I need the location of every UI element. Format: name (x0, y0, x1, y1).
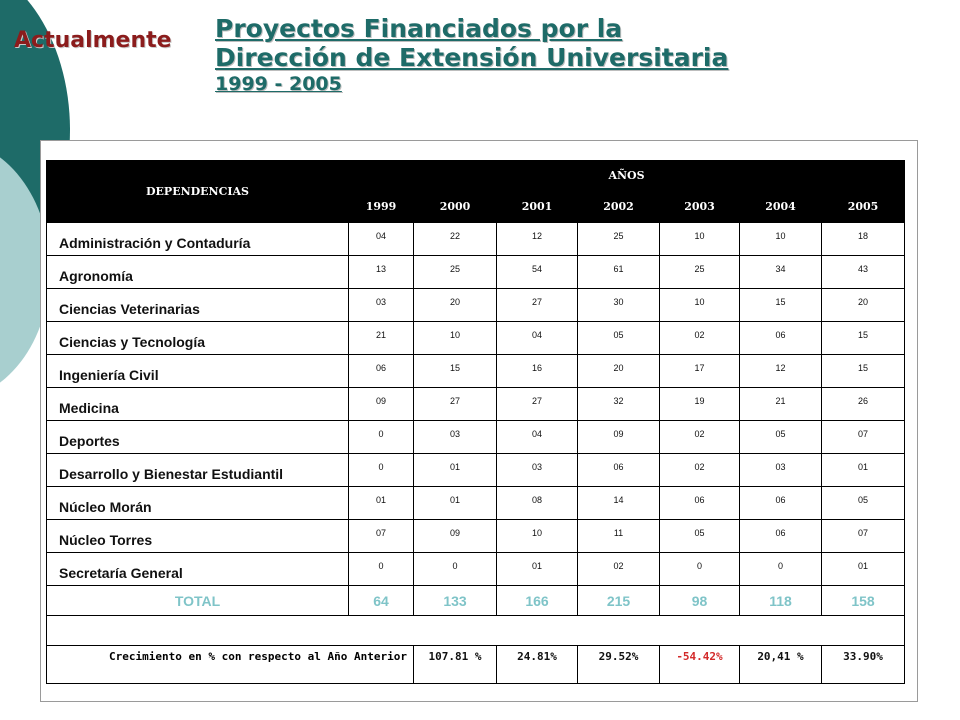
cell-value: 03 (497, 454, 578, 487)
total-value: 215 (578, 586, 660, 616)
table-row (47, 355, 905, 388)
cell-value: 43 (822, 256, 905, 289)
total-value: 166 (497, 586, 578, 616)
cell-value: 03 (414, 421, 497, 454)
cell-value: 09 (578, 421, 660, 454)
cell-value: 06 (740, 487, 822, 520)
growth-value: 33.90% (822, 646, 905, 684)
title-years: 1999 - 2005 (215, 73, 342, 95)
dependency-name: Ciencias y Tecnología (47, 322, 349, 355)
year-header: 1999 (349, 191, 414, 223)
cell-value: 20 (414, 289, 497, 322)
title-line-1: Proyectos Financiados por la (215, 14, 623, 43)
cell-value: 03 (740, 454, 822, 487)
cell-value: 07 (822, 421, 905, 454)
growth-value: 24.81% (497, 646, 578, 684)
year-header: 2000 (414, 191, 497, 223)
cell-value: 04 (349, 223, 414, 256)
cell-value: 06 (740, 322, 822, 355)
cell-value: 08 (497, 487, 578, 520)
cell-value: 06 (578, 454, 660, 487)
cell-value: 09 (414, 520, 497, 553)
growth-value: 107.81 % (414, 646, 497, 684)
cell-value: 0 (349, 553, 414, 586)
total-value: 98 (660, 586, 740, 616)
cell-value: 06 (660, 487, 740, 520)
cell-value: 11 (578, 520, 660, 553)
cell-value: 15 (740, 289, 822, 322)
dependency-name: Núcleo Morán (47, 487, 349, 520)
cell-value: 06 (349, 355, 414, 388)
cell-value: 54 (497, 256, 578, 289)
total-value: 133 (414, 586, 497, 616)
cell-value: 03 (349, 289, 414, 322)
cell-value: 02 (660, 322, 740, 355)
cell-value: 01 (414, 454, 497, 487)
cell-value: 04 (497, 421, 578, 454)
total-value: 64 (349, 586, 414, 616)
cell-value: 61 (578, 256, 660, 289)
cell-value: 25 (660, 256, 740, 289)
dependency-name: Agronomía (47, 256, 349, 289)
dependency-name: Ciencias Veterinarias (47, 289, 349, 322)
total-value: 158 (822, 586, 905, 616)
cell-value: 30 (578, 289, 660, 322)
growth-value: -54.42% (660, 646, 740, 684)
cell-value: 15 (822, 355, 905, 388)
cell-value: 01 (822, 553, 905, 586)
cell-value: 25 (578, 223, 660, 256)
dependency-name: Desarrollo y Bienestar Estudiantil (47, 454, 349, 487)
cell-value: 34 (740, 256, 822, 289)
title-line-2: Dirección de Extensión Universitaria (215, 43, 729, 72)
growth-value: 29.52% (578, 646, 660, 684)
cell-value: 32 (578, 388, 660, 421)
cell-value: 16 (497, 355, 578, 388)
cell-value: 12 (497, 223, 578, 256)
cell-value: 26 (822, 388, 905, 421)
cell-value: 01 (822, 454, 905, 487)
cell-value: 18 (822, 223, 905, 256)
header-dependencias: DEPENDENCIAS (47, 161, 349, 223)
cell-value: 15 (822, 322, 905, 355)
cell-value: 19 (660, 388, 740, 421)
cell-value: 13 (349, 256, 414, 289)
cell-value: 10 (497, 520, 578, 553)
cell-value: 09 (349, 388, 414, 421)
table-row (47, 421, 905, 454)
cell-value: 07 (822, 520, 905, 553)
table-row (47, 487, 905, 520)
cell-value: 25 (414, 256, 497, 289)
cell-value: 15 (414, 355, 497, 388)
page-title (215, 14, 728, 96)
growth-row (47, 646, 905, 684)
cell-value: 06 (740, 520, 822, 553)
cell-value: 12 (740, 355, 822, 388)
year-header: 2003 (660, 191, 740, 223)
cell-value: 05 (578, 322, 660, 355)
cell-value: 05 (740, 421, 822, 454)
table-row (47, 454, 905, 487)
table-row (47, 553, 905, 586)
cell-value: 14 (578, 487, 660, 520)
cell-value: 0 (349, 421, 414, 454)
cell-value: 17 (660, 355, 740, 388)
year-header: 2004 (740, 191, 822, 223)
cell-value: 20 (822, 289, 905, 322)
cell-value: 10 (660, 289, 740, 322)
cell-value: 27 (497, 289, 578, 322)
dependency-name: Administración y Contaduría (47, 223, 349, 256)
cell-value: 02 (660, 421, 740, 454)
dependency-name: Medicina (47, 388, 349, 421)
table-row (47, 256, 905, 289)
dependency-name: Deportes (47, 421, 349, 454)
cell-value: 21 (740, 388, 822, 421)
cell-value: 22 (414, 223, 497, 256)
table-row (47, 520, 905, 553)
cell-value: 04 (497, 322, 578, 355)
table-row (47, 223, 905, 256)
cell-value: 0 (660, 553, 740, 586)
total-label: TOTAL (47, 586, 349, 616)
cell-value: 0 (414, 553, 497, 586)
growth-value: 20,41 % (740, 646, 822, 684)
cell-value: 27 (414, 388, 497, 421)
year-header: 2005 (822, 191, 905, 223)
growth-label: Crecimiento en % con respecto al Año Anterior (47, 646, 414, 684)
cell-value: 05 (822, 487, 905, 520)
dependency-name: Ingeniería Civil (47, 355, 349, 388)
cell-value: 01 (497, 553, 578, 586)
cell-value: 0 (740, 553, 822, 586)
cell-value: 02 (578, 553, 660, 586)
table-row (47, 322, 905, 355)
cell-value: 10 (740, 223, 822, 256)
dependency-name: Secretaría General (47, 553, 349, 586)
table-row (47, 289, 905, 322)
cell-value: 07 (349, 520, 414, 553)
year-header: 2001 (497, 191, 578, 223)
spacer-cell (47, 616, 905, 646)
spacer-row (47, 616, 905, 646)
header-anos: AÑOS (349, 161, 905, 191)
cell-value: 20 (578, 355, 660, 388)
cell-value: 10 (414, 322, 497, 355)
total-row (47, 586, 905, 616)
cell-value: 01 (349, 487, 414, 520)
cell-value: 01 (414, 487, 497, 520)
total-value: 118 (740, 586, 822, 616)
dependency-name: Núcleo Torres (47, 520, 349, 553)
table-row (47, 388, 905, 421)
year-header: 2002 (578, 191, 660, 223)
projects-table (46, 160, 905, 684)
cell-value: 02 (660, 454, 740, 487)
cell-value: 10 (660, 223, 740, 256)
cell-value: 05 (660, 520, 740, 553)
cell-value: 0 (349, 454, 414, 487)
section-label: Actualmente (14, 28, 172, 53)
cell-value: 27 (497, 388, 578, 421)
cell-value: 21 (349, 322, 414, 355)
